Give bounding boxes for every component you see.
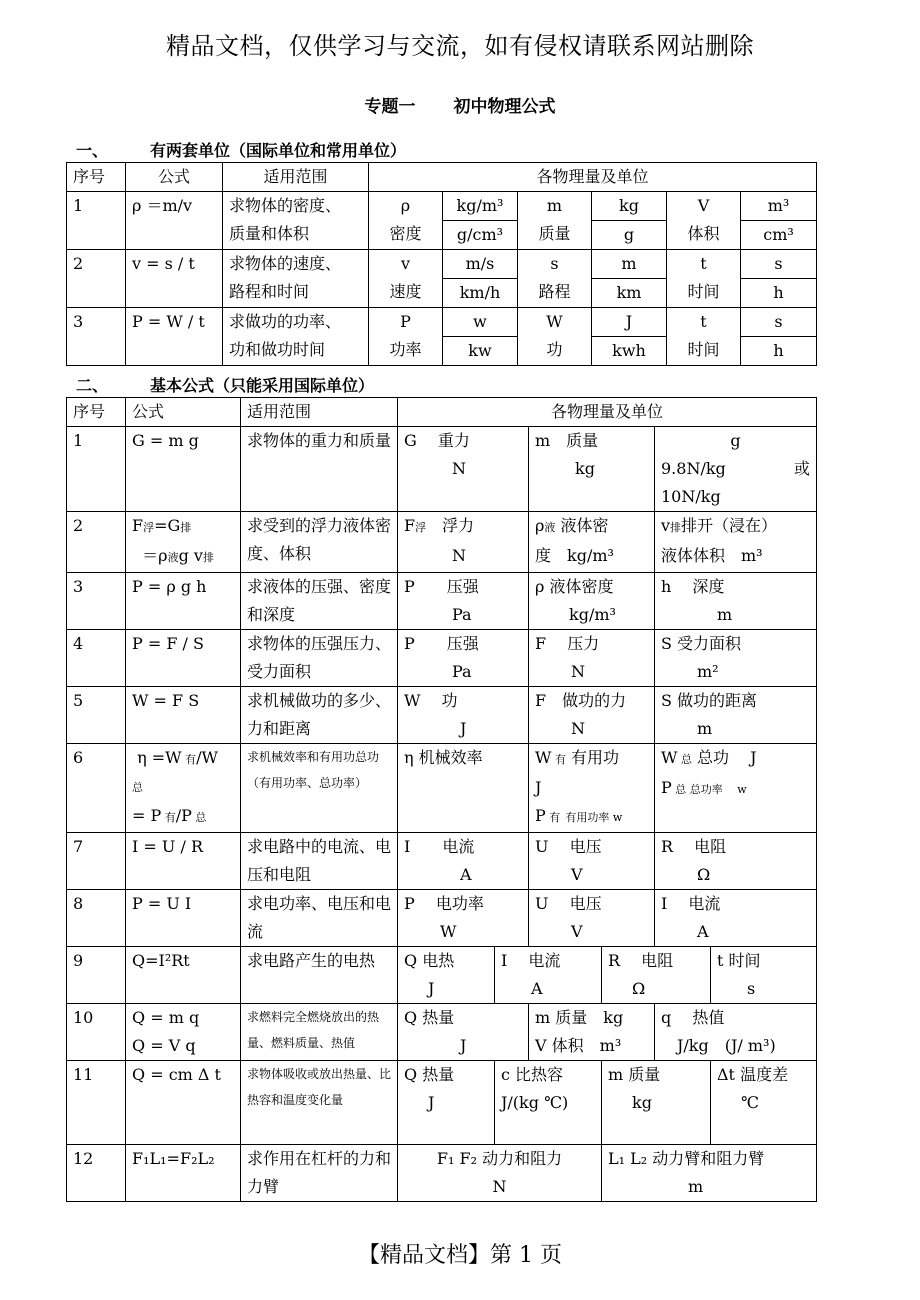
table-row: 2 F浮=G排 ＝ρ液g v排 求受到的浮力液体密度、体积 F浮 浮力 N ρ液 液体密 度 kg/m³ v排排开（浸在） 液体体积 m³	[67, 512, 817, 573]
table-row: 4 P = F / S 求物体的压强压力、受力面积 P 压强 Pa F 压力 N S 受力面积 m²	[67, 630, 817, 687]
table-header-row: 序号 公式 适用范围 各物理量及单位	[67, 163, 817, 192]
table-row: 3 P = W / t 求做功的功率、 功和做功时间 P 功率 w W 功 J t 时间 s	[67, 308, 817, 337]
table-row: 12 F₁L₁=F₂L₂ 求作用在杠杆的力和力臂 F₁ F₂ 动力和阻力 N L₁ L₂ 动力臂和阻力臂 m	[67, 1145, 817, 1202]
watermark-text: 精品文档，仅供学习与交流，如有侵权请联系网站删除	[166, 32, 754, 60]
table-row: 6 η =W 有/W 总 = P 有/P 总 求机械效率和有用功总功（有用功率、总功率） η 机械效率 W 有 有用功 J P 有 有用功率 w W 总 总功 J P 总 总功率 w	[67, 744, 817, 833]
table-row: 1 ρ ＝m/v 求物体的密度、 质量和体积 ρ 密度 kg/m³ m 质量 kg V 体积 m³	[67, 192, 817, 221]
table-header-row: 序号 公式 适用范围 各物理量及单位	[67, 398, 817, 427]
table-row: 1 G = m g 求物体的重力和质量 G 重力 N m 质量 kg g 9.8N/kg 或 10N/kg	[67, 427, 817, 512]
title-topic: 专题一	[364, 97, 416, 117]
table-row: 5 W = F S 求机械做功的多少、力和距离 W 功 J F 做功的力 N S 做功的距离 m	[67, 687, 817, 744]
table-row: 11 Q = cm Δ t 求物体吸收或放出热量、比热容和温度变化量 Q 热量 J c 比热容 J/(kg ℃) m 质量 kg Δt 温度差 ℃	[67, 1061, 817, 1145]
section-1-heading: 一、 有两套单位（国际单位和常用单位）	[76, 141, 407, 160]
title-subject: 初中物理公式	[453, 97, 556, 117]
table-row: 8 P = U I 求电功率、电压和电流 P 电功率 W U 电压 V I 电流 A	[67, 890, 817, 947]
table-row: 2 v = s / t 求物体的速度、 路程和时间 v 速度 m/s s 路程 m t 时间 s	[67, 250, 817, 279]
table-row: 9 Q=I²Rt 求电路产生的电热 Q 电热 J I 电流 A R 电阻 Ω t 时间 s	[67, 947, 817, 1004]
table-row: 10 Q = m q Q = V q 求燃料完全燃烧放出的热量、燃料质量、热值 Q 热量 J m 质量 kg V 体积 m³ q 热值 J/kg (J/ m³)	[67, 1004, 817, 1061]
table-row: 7 I = U / R 求电路中的电流、电压和电阻 I 电流 A U 电压 V R 电阻 Ω	[67, 833, 817, 890]
page-footer: 【精品文档】第 1 页	[358, 1243, 562, 1268]
table-row: 3 P = ρ g h 求液体的压强、密度和深度 P 压强 Pa ρ 液体密度 kg/m³ h 深度 m	[67, 573, 817, 630]
formulas-table	[66, 397, 817, 1202]
page-title	[0, 92, 920, 117]
units-table: 序号 公式 适用范围 各物理量及单位 1 ρ ＝m/v 求物体的密度、 质量和体积 ρ 密度 kg/m³ m 质量 kg V 体积 m³ g/cm³ g cm³ 2 v = s / t 求物体的速度、 路程和时间 v 速度 m/s s 路程 m t 时间 s km/h km h 3 P = W / t 求做功的功率、 功和做功时间 P 功率 w W 功 J t 时间 s kw kwh h	[66, 162, 817, 366]
section-2-heading: 二、 基本公式（只能采用国际单位）	[76, 376, 375, 395]
